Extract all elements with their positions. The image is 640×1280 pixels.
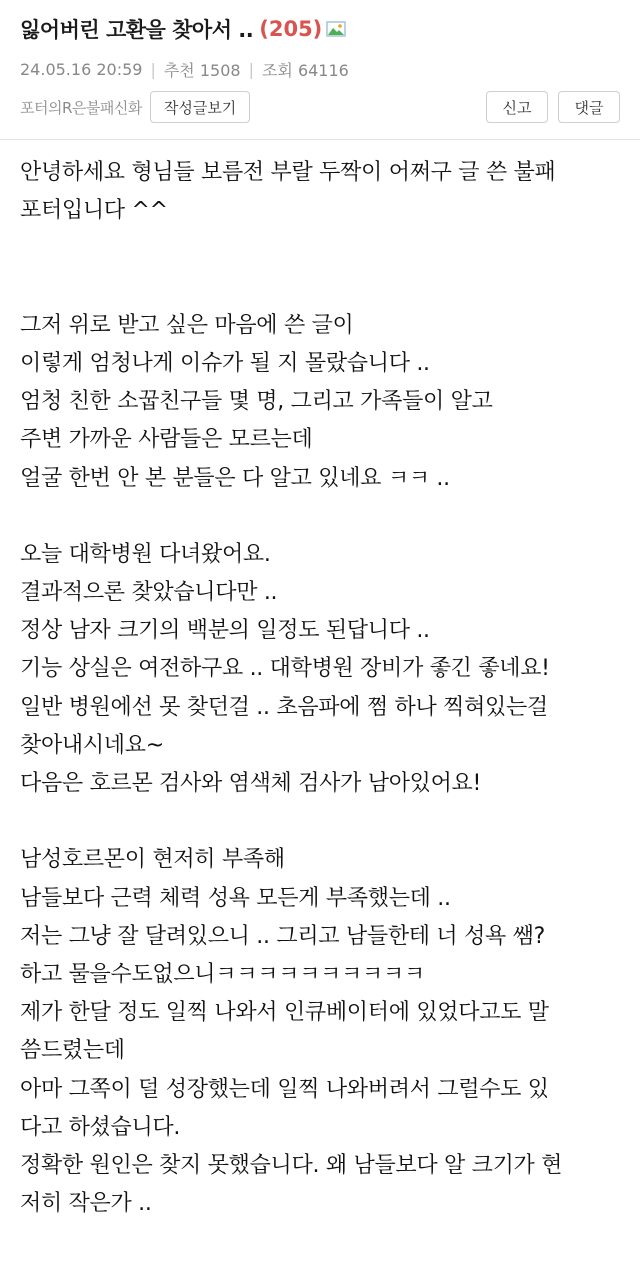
recommend-count: 추천 1508 [163,61,241,80]
body-line: 일반 병원에선 못 찾던걸 .. 초음파에 쩜 하나 찍혀있는걸 [20,694,548,720]
body-line: 얼굴 한번 안 본 분들은 다 알고 있네요 ㅋㅋ .. [20,465,450,491]
post-header [0,0,640,140]
body-line: 주변 가까운 사람들은 모르는데 [20,427,313,453]
body-line: 남성호르몬이 현저히 부족해 [20,847,285,873]
body-line: 이렇게 엄청나게 이슈가 될 지 몰랐습니다 .. [20,350,430,376]
body-line: 저히 작은가 .. [20,1191,152,1217]
post-date: 24.05.16 20:59 [20,60,143,79]
body-line: 정상 남자 크기의 백분의 일정도 된답니다 .. [20,618,430,644]
author-row [20,90,620,124]
body-line: 찾아내시네요~ [20,732,164,758]
post-body [20,154,630,1223]
body-line: 엄청 친한 소꿉친구들 몇 명, 그리고 가족들이 알고 [20,389,493,415]
comment-count[interactable]: (205) [259,17,323,41]
view-posts-button[interactable]: 작성글보기 [150,91,250,123]
post-meta [20,58,349,81]
post-title: 잃어버린 고환을 찾아서 .. [20,18,254,42]
body-line: 그저 위로 받고 싶은 마음에 쓴 글이 [20,312,354,338]
body-line: 저는 그냥 잘 달려있으니 .. 그리고 남들한테 너 성욕 쌤? [20,923,545,949]
body-line [20,498,630,536]
body-line: 포터입니다 ^^ [20,198,168,224]
image-icon [326,21,346,37]
body-line: 남들보다 근력 체력 성욕 모든게 부족했는데 .. [20,885,451,911]
body-line [20,269,630,307]
body-line: 아마 그쪽이 덜 성장했는데 일찍 나와버려서 그럴수도 있 [20,1076,549,1102]
body-line [20,803,630,841]
body-line: 다음은 호르몬 검사와 염색체 검사가 남아있어요! [20,771,482,796]
comment-button[interactable]: 댓글 [558,91,620,123]
body-line: 하고 물을수도없으니ㅋㅋㅋㅋㅋㅋㅋㅋㅋㅋ [20,961,425,987]
title-row [20,14,346,44]
report-button[interactable]: 신고 [486,91,548,123]
body-line: 안녕하세요 형님들 보름전 부랄 두짝이 어쩌구 글 쓴 불패 [20,160,556,185]
header-divider [0,139,640,140]
body-line [20,230,630,268]
view-count: 조회 64116 [261,61,349,80]
body-line: 다고 하셨습니다. [20,1114,181,1140]
body-line: 기능 상실은 여전하구요 .. 대학병원 장비가 좋긴 좋네요! [20,656,550,682]
body-line: 정확한 원인은 찾지 못했습니다. 왜 남들보다 알 크기가 현 [20,1152,563,1178]
separator-icon: | [248,60,254,79]
body-line: 씀드렸는데 [20,1038,125,1064]
body-line: 제가 한달 정도 일찍 나와서 인큐베이터에 있었다고도 말 [20,1000,549,1026]
separator-icon: | [150,60,156,79]
body-line: 결과적으론 찾았습니다만 .. [20,580,278,606]
body-line: 오늘 대학병원 다녀왔어요. [20,541,271,567]
author-name[interactable]: 포터의R은불패신화 [20,98,142,117]
